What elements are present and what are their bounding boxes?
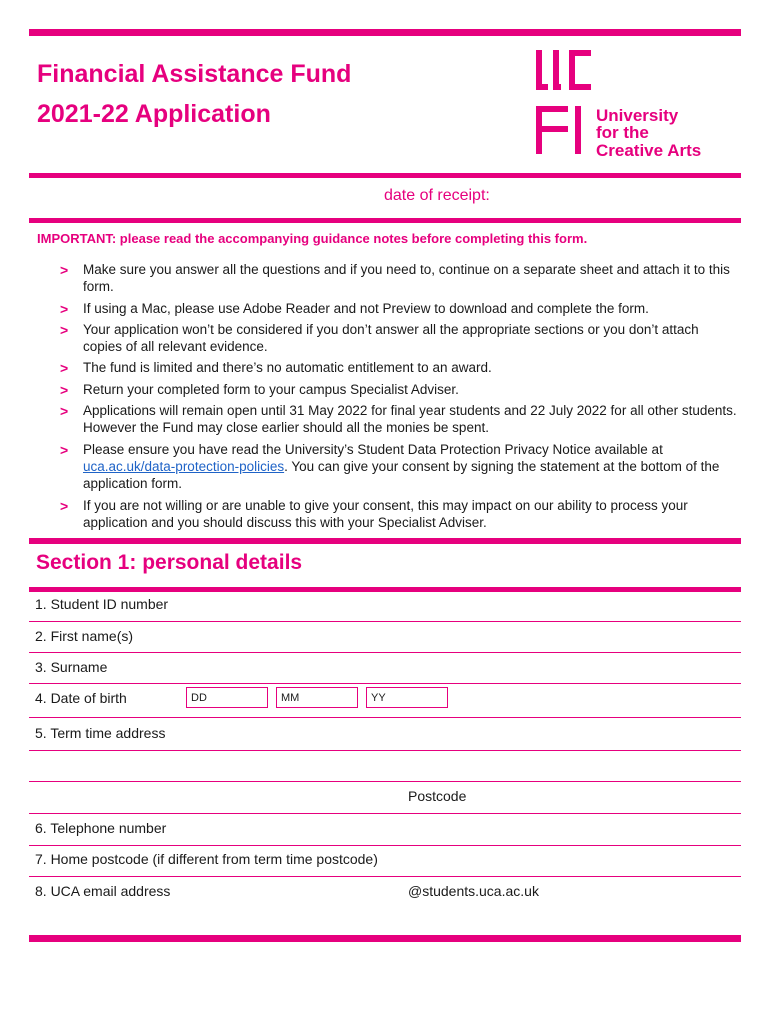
term-address-label: 5. Term time address (35, 725, 166, 741)
guidance-item (60, 497, 740, 532)
guidance-item (60, 321, 740, 356)
section1-top-rule (29, 538, 741, 544)
field-divider (29, 781, 741, 782)
receipt-top-rule (29, 173, 741, 178)
date-of-birth-label: 4. Date of birth (35, 690, 127, 706)
chevron-right-icon: > (60, 262, 69, 278)
logo-name-line1: University (596, 106, 679, 125)
first-name-label: 2. First name(s) (35, 628, 134, 644)
guidance-list (60, 261, 740, 535)
guidance-text: Your application won’t be considered if you don’t answer all the appropriate sections or you don’t attach copies of all relevant evidence. (83, 321, 699, 355)
field-divider (29, 813, 741, 814)
chevron-right-icon: > (60, 300, 69, 317)
dob-day-field[interactable]: DD (186, 687, 268, 708)
form-title-line2: 2021-22 Application (37, 100, 271, 128)
field-divider (29, 717, 741, 718)
guidance-text: If using a Mac, please use Adobe Reader and not Preview to download and complete the form. (83, 300, 649, 316)
postcode-label: Postcode (408, 788, 467, 804)
chevron-right-icon: > (60, 441, 69, 458)
logo-name-line2: for the (596, 123, 649, 142)
receipt-bottom-rule (29, 218, 741, 223)
field-divider (29, 652, 741, 653)
chevron-right-icon: > (60, 321, 69, 338)
section-title: Section 1: personal details (36, 551, 303, 574)
guidance-text: If you are not willing or are unable to give your consent, this may impact on our ability to process your application and you should discuss this with your Specialist Adviser. (83, 497, 688, 530)
dob-month-field[interactable]: MM (276, 687, 358, 708)
guidance-text: The fund is limited and there’s no automatic entitlement to an award. (83, 360, 492, 376)
chevron-right-icon: > (60, 403, 69, 420)
guidance-text: Make sure you answer all the questions and if you need to, continue on a separate sheet and attach it to this form. (83, 262, 730, 295)
guidance-item (60, 359, 740, 376)
field-divider (29, 876, 741, 877)
surname-label: 3. Surname (35, 659, 108, 675)
field-divider (29, 683, 741, 684)
chevron-right-icon: > (60, 497, 69, 514)
date-of-receipt-label: date of receipt: (384, 187, 490, 204)
guidance-item (60, 441, 740, 493)
form-title-line1: Financial Assistance Fund (37, 60, 352, 88)
section1-header-rule (29, 587, 741, 592)
uca-logo-mark-icon (536, 48, 592, 160)
chevron-right-icon: > (60, 381, 69, 398)
guidance-text: Applications will remain open until 31 May 2022 for final year students and 22 July 2022 for all other students. However the Fund may close earlier should all the monies be spent. (83, 403, 737, 436)
guidance-item (60, 402, 740, 437)
email-domain: @students.uca.ac.uk (408, 883, 539, 899)
field-divider (29, 621, 741, 622)
home-postcode-label: 7. Home postcode (if different from term time postcode) (35, 851, 378, 867)
guidance-text: Please ensure you have read the University’s Student Data Protection Privacy Notice available at (83, 441, 663, 457)
guidance-text: . You can give your consent by signing the statement at the bottom of the application form. (83, 458, 720, 492)
bottom-rule (29, 935, 741, 942)
guidance-item (60, 381, 740, 398)
important-notice: IMPORTANT: please read the accompanying guidance notes before completing this form. (37, 231, 588, 246)
telephone-label: 6. Telephone number (35, 820, 167, 836)
logo-name-line3: Creative Arts (596, 141, 702, 160)
field-divider (29, 750, 741, 751)
dob-year-field[interactable]: YY (366, 687, 448, 708)
guidance-item (60, 261, 740, 296)
student-id-label: 1. Student ID number (35, 596, 169, 612)
guidance-item (60, 300, 740, 317)
chevron-right-icon: > (60, 360, 69, 377)
privacy-policy-link[interactable]: uca.ac.uk/data-protection-policies (83, 458, 285, 474)
guidance-text: Return your completed form to your campus Specialist Adviser. (83, 381, 459, 397)
field-divider (29, 845, 741, 846)
top-rule (29, 29, 741, 36)
email-label: 8. UCA email address (35, 883, 171, 899)
uca-logo (536, 48, 726, 160)
